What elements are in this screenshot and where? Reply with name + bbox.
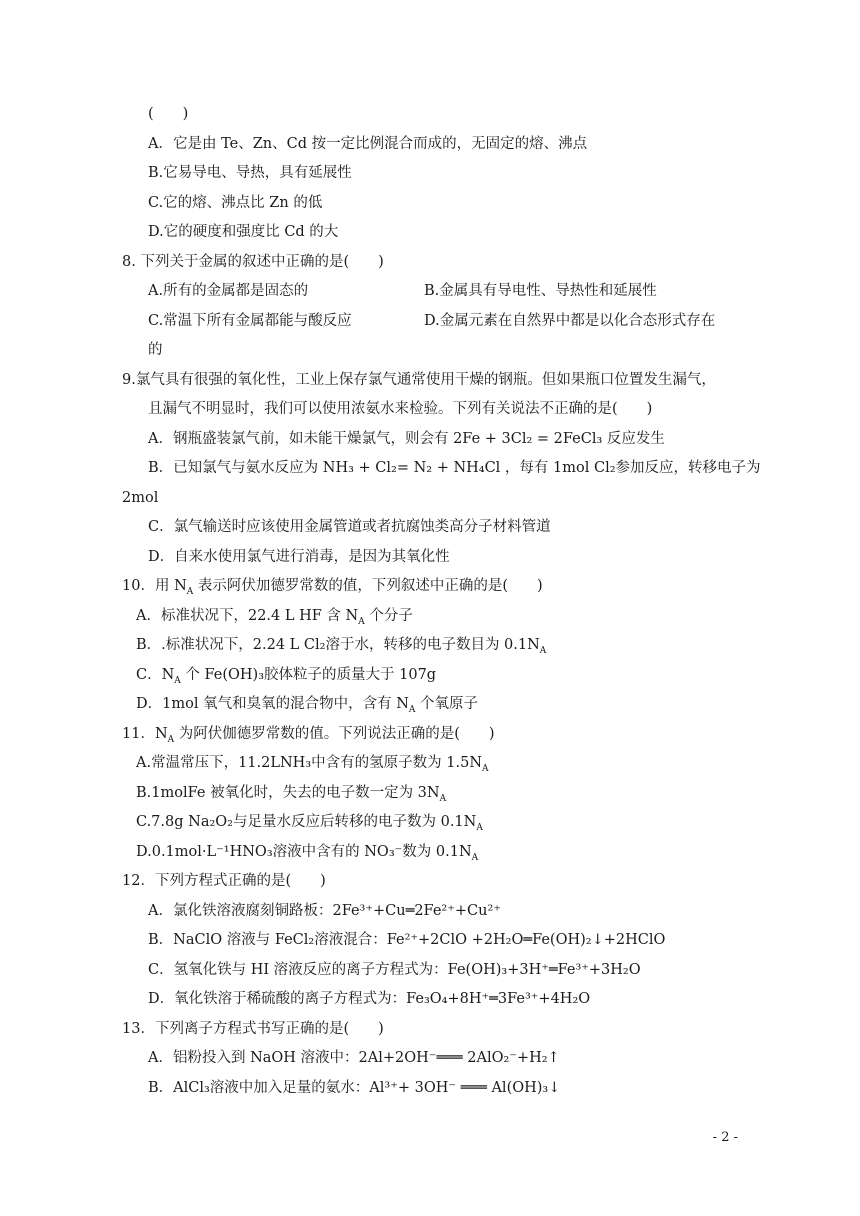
text-line: A．标准状况下，22.4 L HF 含 $N_A$ 个分子: [136, 608, 413, 627]
text-line: D．自来水使用氯气进行消毒，是因为其氧化性: [148, 549, 450, 565]
text-line: A．它是由 Te、Zn、Cd 按一定比例混合而成的，无固定的熔、沸点: [148, 136, 588, 152]
text-line: C.7.8g Na₂O₂与足量水反应后转移的电子数为 $0.1N_A$: [136, 814, 483, 833]
question-10-stem: 10．用 $N_A$ 表示阿伏加德罗常数的值，下列叙述中正确的是( ): [122, 578, 543, 597]
text-line: C．氢氧化铁与 HI 溶液反应的离子方程式为：Fe(OH)₃+3H⁺═Fe³⁺+3H₂O: [148, 962, 641, 978]
text-line: B．AlCl₃溶液中加入足量的氨水：Al³⁺+ 3OH⁻ ═══ Al(OH)₃↓: [148, 1080, 561, 1096]
text-line: C．氯气输送时应该使用金属管道或者抗腐蚀类高分子材料管道: [148, 519, 551, 535]
text-line: D.它的硬度和强度比 Cd 的大: [148, 224, 339, 240]
text-line: A.常温常压下，11.2LNH₃中含有的氢原子数为 $1.5N_A$: [136, 755, 489, 774]
text-line: C.常温下所有金属都能与酸反应: [148, 313, 352, 329]
text-line: A．氯化铁溶液腐刻铜路板：2Fe³⁺+Cu═2Fe²⁺+Cu²⁺: [148, 903, 501, 919]
text-line: D．氧化铁溶于稀硫酸的离子方程式为：Fe₃O₄+8H⁺═3Fe³⁺+4H₂O: [148, 991, 591, 1007]
text-line: B.1molFe 被氧化时，失去的电子数一定为 $3N_A$: [136, 785, 447, 804]
text-line: A．铝粉投入到 NaOH 溶液中：2Al+2OH⁻═══ 2AlO₂⁻+H₂↑: [148, 1050, 560, 1066]
text-line: D．1mol 氧气和臭氧的混合物中，含有 $N_A$ 个氧原子: [136, 696, 478, 715]
text-line: 2mol: [122, 490, 159, 506]
text-line: B.金属具有导电性、导热性和延展性: [424, 283, 657, 299]
page-number: - 2 -: [712, 1130, 738, 1145]
question-8-stem: 8. 下列关于金属的叙述中正确的是( ): [122, 254, 384, 270]
text-line: C．$N_A$ 个 Fe(OH)₃胶体粒子的质量大于 107g: [136, 667, 437, 686]
text-line: B．已知氯气与氨水反应为 NH₃ + Cl₂= N₂ + NH₄Cl ，每有 1mol Cl₂参加反应，转移电子为: [148, 460, 761, 476]
question-11-stem: 11．$N_A$ 为阿伏伽德罗常数的值。下列说法正确的是( ): [122, 726, 495, 745]
text-line: C.它的熔、沸点比 Zn 的低: [148, 195, 323, 211]
text-line: D.0.1mol·L⁻¹HNO₃溶液中含有的 NO₃⁻数为 $0.1N_A$: [136, 844, 479, 863]
text-line: B．.标准状况下，2.24 L Cl₂溶于水，转移的电子数目为 $0.1N_A$: [136, 637, 547, 656]
question-12-stem: 12．下列方程式正确的是( ): [122, 873, 326, 889]
question-13-stem: 13．下列离子方程式书写正确的是( ): [122, 1021, 384, 1037]
text-line: ( ): [148, 106, 189, 122]
text-line: B.它易导电、导热，具有延展性: [148, 165, 352, 181]
text-line: D.金属元素在自然界中都是以化合态形式存在: [424, 313, 716, 329]
text-line: B．NaClO 溶液与 FeCl₂溶液混合：Fe²⁺+2ClO +2H₂O═Fe(OH)₂↓+2HClO: [148, 932, 666, 948]
text-line: 且漏气不明显时，我们可以使用浓氨水来检验。下列有关说法不正确的是( ): [148, 401, 653, 417]
text-line: A.所有的金属都是固态的: [148, 283, 309, 299]
question-9-stem: 9.氯气具有很强的氧化性，工业上保存氯气通常使用干燥的钢瓶。但如果瓶口位置发生漏气，: [122, 372, 716, 388]
text-line: 的: [148, 342, 163, 358]
text-line: A．钢瓶盛装氯气前，如未能干燥氯气，则会有 2Fe + 3Cl₂ = 2FeCl₃ 反应发生: [148, 431, 665, 447]
